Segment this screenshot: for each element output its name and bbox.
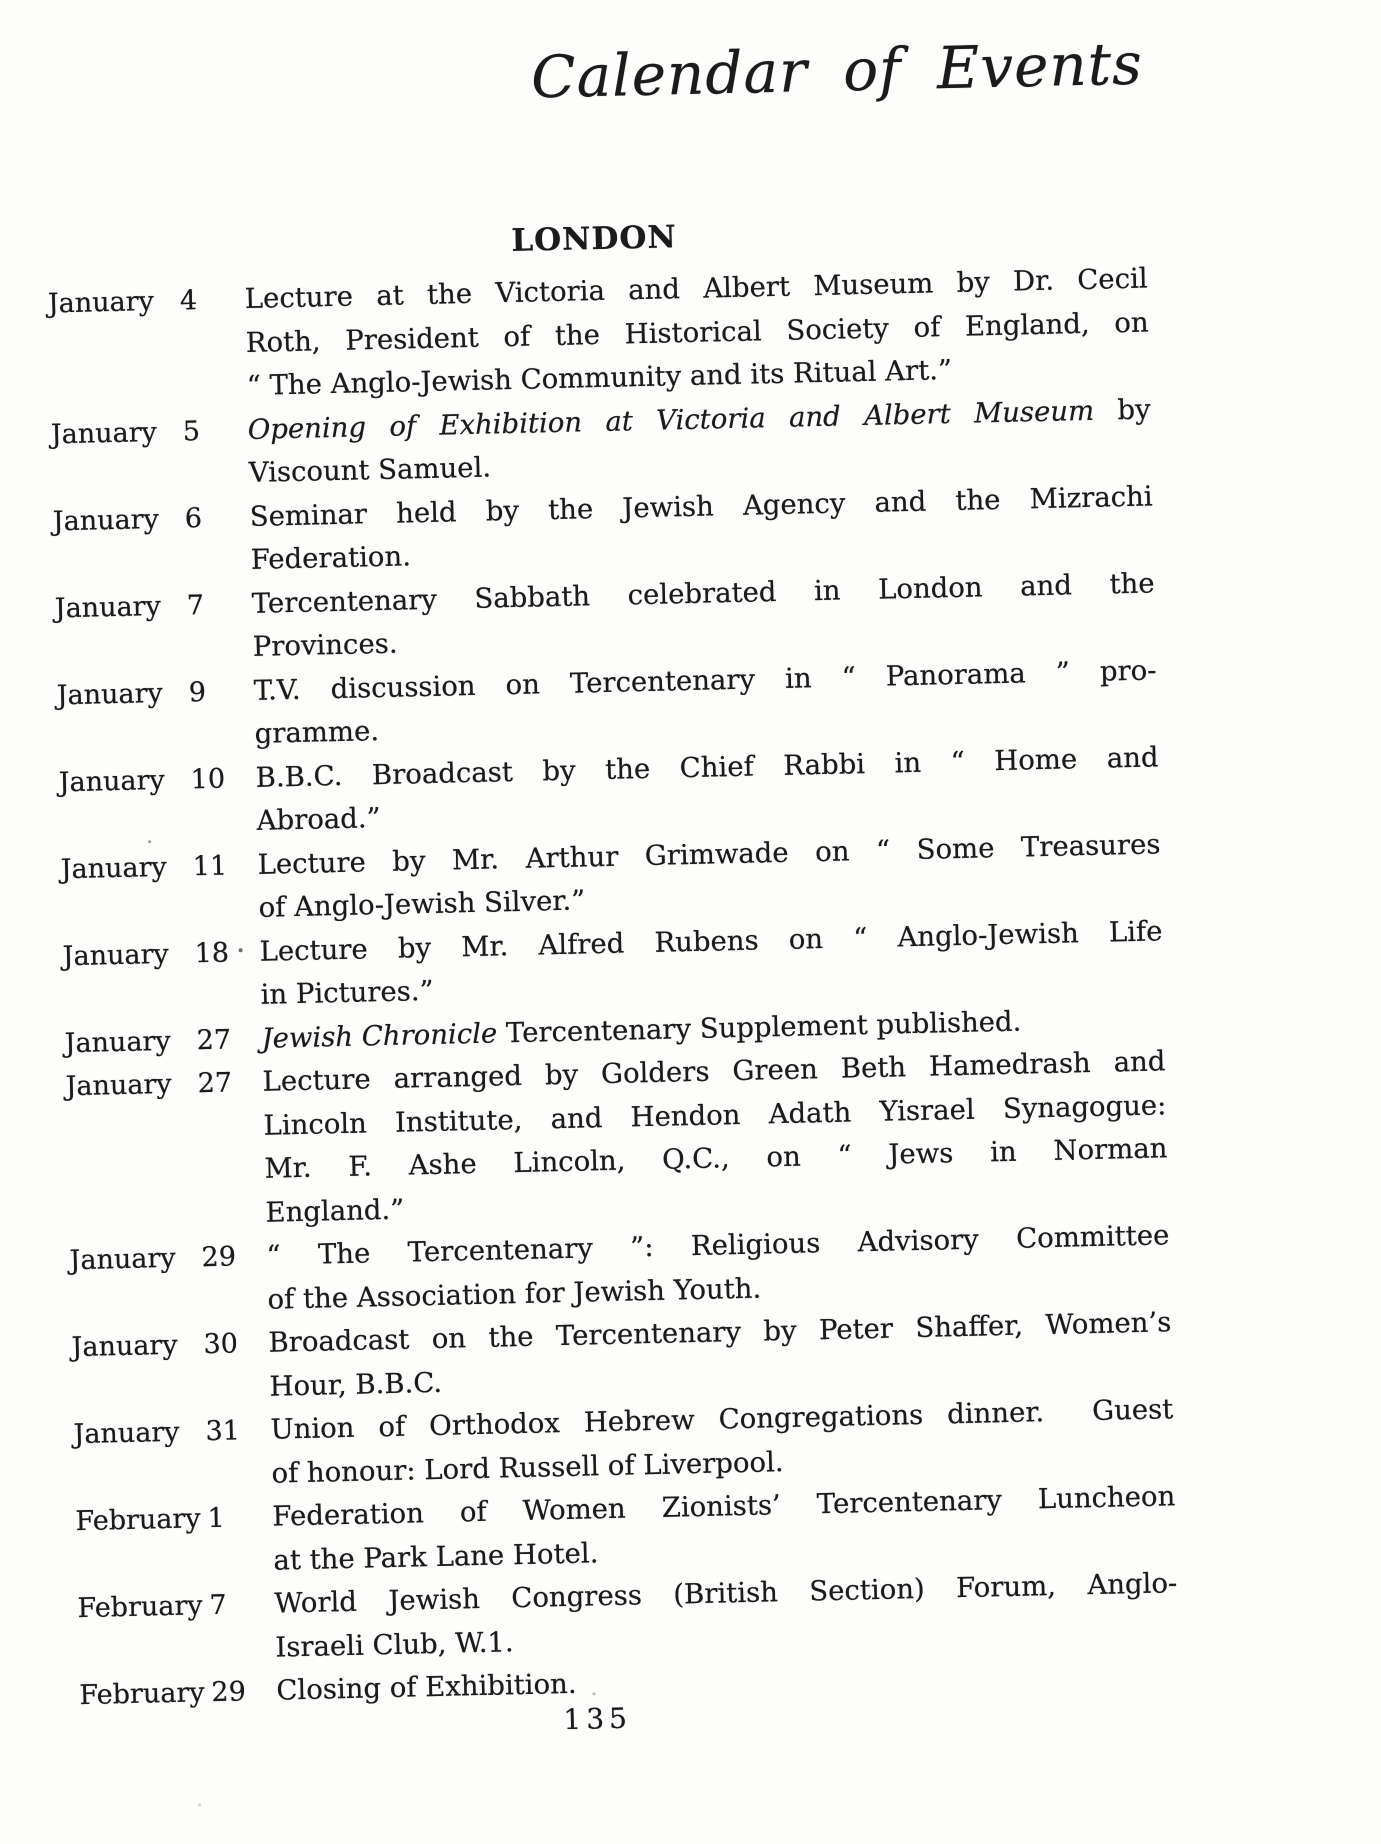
event-text-line: Seminar held by the Jewish Agency and the Mizrachi xyxy=(249,479,1153,533)
event-date-day: 31 xyxy=(205,1415,241,1448)
event-date-day: 7 xyxy=(186,589,205,621)
event-text-line: Hour, B.B.C. xyxy=(269,1366,443,1403)
event-date-month: January xyxy=(52,503,160,537)
event-text-line: Broadcast on the Tercentenary by Peter Shaffer, Women’s xyxy=(268,1306,1172,1359)
event-date-day: 29 xyxy=(211,1676,247,1709)
event-date-day: 7 xyxy=(209,1589,228,1622)
scan-speck xyxy=(239,948,243,952)
event-text-line: Union of Orthodox Hebrew Congregations dinner. Guest xyxy=(270,1393,1174,1446)
event-text-line: at the Park Lane Hotel. xyxy=(273,1536,599,1577)
event-date xyxy=(58,757,239,805)
event-date xyxy=(77,1583,258,1631)
event-date-month: January xyxy=(50,416,158,450)
event-date xyxy=(50,409,231,457)
event-date-month: January xyxy=(47,286,155,320)
document-title: Calendar of Events xyxy=(530,29,1144,112)
event-date xyxy=(54,583,235,631)
event-text-line: Closing of Exhibition. xyxy=(276,1667,577,1707)
event-date-month: January xyxy=(58,764,166,798)
event-date xyxy=(56,670,237,718)
event-date-month: January xyxy=(54,590,162,624)
event-date-day: 18 xyxy=(194,937,230,969)
event-text-line: Lecture at the Victoria and Albert Museum by Dr. Cecil xyxy=(244,262,1148,315)
event-text-line: T.V. discussion on Tercentenary in “ Panorama ” pro- xyxy=(253,653,1157,707)
event-text-line: Roth, President of the Historical Society of England, on xyxy=(245,305,1149,359)
event-date xyxy=(62,931,243,979)
event-text-line: England.” xyxy=(265,1193,405,1229)
event-text-line: Opening of Exhibition at Victoria and Albert Museum by xyxy=(247,392,1151,446)
event-text-line: Federation of Women Zionists’ Tercentenary Luncheon xyxy=(272,1480,1176,1533)
event-date-day: 27 xyxy=(196,1023,232,1056)
event-date-day: 5 xyxy=(182,415,201,447)
event-date-day: 4 xyxy=(179,285,198,317)
event-date xyxy=(52,496,233,544)
event-row xyxy=(47,257,1155,413)
event-text-line: Federation. xyxy=(250,540,412,576)
event-date-month: January xyxy=(60,851,168,885)
event-text-line: Israeli Club, W.1. xyxy=(275,1625,514,1664)
event-text-line: “ The Anglo-Jewish Community and its Ritual Art.” xyxy=(246,353,953,402)
event-date-month: February xyxy=(79,1677,205,1712)
event-date-day: 6 xyxy=(184,502,203,534)
event-date xyxy=(69,1235,250,1283)
event-date xyxy=(73,1409,254,1457)
event-text-line: Lecture by Mr. Arthur Grimwade on “ Some Treasures xyxy=(257,827,1161,881)
event-text-line: B.B.C. Broadcast by the Chief Rabbi in “ Home and xyxy=(255,740,1159,794)
event-text-line: gramme. xyxy=(254,715,380,750)
event-date-month: January xyxy=(69,1242,176,1277)
event-text-line: Jewish Chronicle Tercentenary Supplement published. xyxy=(261,1005,1022,1055)
event-date-day: 11 xyxy=(192,850,228,882)
event-date-month: February xyxy=(77,1590,203,1625)
scan-speck xyxy=(593,1692,596,1695)
event-text-line: of honour: Lord Russell of Liverpool. xyxy=(271,1445,784,1490)
event-date-day: 1 xyxy=(207,1502,226,1535)
event-text-line: Provinces. xyxy=(252,627,398,663)
event-text-line: Viscount Samuel. xyxy=(248,451,492,489)
event-text-line: “ The Tercentenary ”: Religious Advisory Committee xyxy=(266,1219,1170,1272)
event-row xyxy=(65,1040,1174,1239)
events-list xyxy=(47,257,1184,1717)
event-text-line: Lincoln Institute, and Hendon Adath Yisrael Synagogue: xyxy=(263,1088,1167,1142)
event-date-day: 29 xyxy=(201,1241,237,1274)
event-text-line: Mr. F. Ashe Lincoln, Q.C., on “ Jews in Norman xyxy=(264,1132,1168,1185)
event-text xyxy=(262,1040,1169,1234)
event-text xyxy=(244,257,1150,408)
event-date xyxy=(60,844,241,892)
event-text-line: in Pictures.” xyxy=(260,974,434,1011)
event-text-line: Lecture arranged by Golders Green Beth Hamedrash and xyxy=(262,1045,1166,1098)
event-date xyxy=(65,1061,246,1109)
event-text-line: of Anglo-Jewish Silver.” xyxy=(258,884,586,924)
event-date-month: January xyxy=(73,1416,180,1451)
event-text-line: Lecture by Mr. Alfred Rubens on “ Anglo-Jewish Life xyxy=(259,914,1163,968)
scan-speck xyxy=(148,840,151,843)
event-date xyxy=(71,1322,252,1370)
event-text-line: Abroad.” xyxy=(256,802,381,837)
event-date-day: 9 xyxy=(188,676,207,708)
event-date-month: January xyxy=(71,1329,178,1364)
event-date-month: January xyxy=(56,677,164,711)
event-date-month: January xyxy=(65,1068,172,1103)
event-date-month: February xyxy=(75,1503,201,1538)
event-date xyxy=(47,278,228,326)
event-date xyxy=(75,1496,256,1544)
event-date-day: 27 xyxy=(197,1067,233,1100)
event-text-line: of the Association for Jewish Youth. xyxy=(267,1272,762,1316)
event-text-line: World Jewish Congress (British Section) Forum, Anglo- xyxy=(274,1567,1178,1620)
event-date-day: 30 xyxy=(203,1328,239,1361)
event-date-month: January xyxy=(64,1025,171,1059)
scan-speck xyxy=(198,1803,201,1806)
event-date-day: 10 xyxy=(190,763,226,795)
event-text-line: Tercentenary Sabbath celebrated in London and the xyxy=(251,566,1155,620)
section-heading-london: LONDON xyxy=(510,219,678,259)
page-number: 135 xyxy=(563,1701,633,1737)
event-date-month: January xyxy=(62,938,170,972)
event-date xyxy=(64,1018,245,1066)
